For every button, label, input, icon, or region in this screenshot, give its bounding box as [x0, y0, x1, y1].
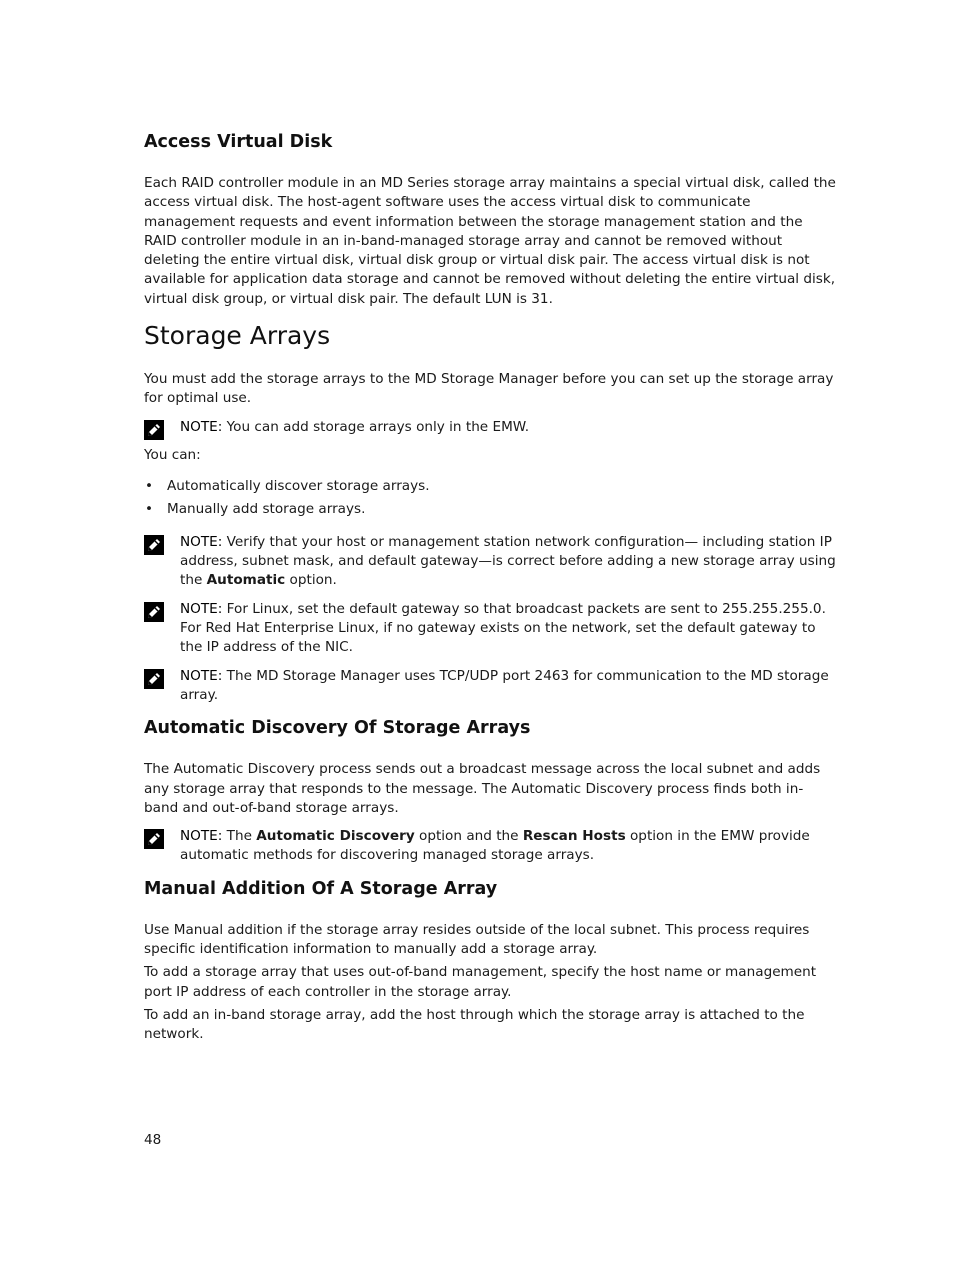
- note-network-config: [144, 533, 836, 591]
- note-bold-rescan-hosts: Rescan Hosts: [522, 828, 626, 845]
- note-port: [144, 667, 836, 706]
- note-label: NOTE:: [180, 418, 223, 435]
- bullet-list: [144, 477, 836, 519]
- list-item-text: Automatically discover storage arrays.: [167, 478, 430, 495]
- bullet-glyph: •: [145, 500, 154, 517]
- paragraph-storage-intro: You must add the storage arrays to the MD Storage Manager before you can set up the storage array for optimal use.: [144, 371, 834, 407]
- note-text: Verify that your host or management station network configuration— including station IP address, subnet mask, and default gateway—is correct before adding a new storage array using the: [180, 533, 836, 589]
- note-emw: [144, 418, 836, 437]
- note-text: You can add storage arrays only in the EMW.: [222, 418, 530, 435]
- paragraph-manual-2: To add a storage array that uses out-of-band management, specify the host name or management port IP address of each controller in the storage array.: [144, 964, 817, 1000]
- note-text: The MD Storage Manager uses TCP/UDP port 2463 for communication to the MD storage array.: [180, 667, 829, 703]
- heading-automatic-discovery: Automatic Discovery Of Storage Arrays: [144, 718, 531, 739]
- paragraph-you-can: You can:: [144, 446, 201, 463]
- note-label: NOTE:: [180, 600, 223, 617]
- note-text: The: [222, 828, 257, 845]
- heading-access-virtual-disk: Access Virtual Disk: [144, 132, 333, 152]
- paragraph-access-virtual-disk: Each RAID controller module in an MD Series storage array maintains a special virtual disk, called the access virtual disk. The host-agent software uses the access virtual disk to communicate management requests and event information between the storage management station and the RAID controller module in an in-band-managed storage array and cannot be removed without deleting the entire virtual disk, virtual disk group or virtual disk pair. The access virtual disk is not available for application data storage and cannot be removed without deleting the entire virtual disk, virtual disk group, or virtual disk pair. The default LUN is 31.: [144, 175, 836, 307]
- note-label: NOTE:: [180, 828, 223, 845]
- bullet-glyph: •: [145, 478, 154, 495]
- paragraph-automatic-discovery: The Automatic Discovery process sends out a broadcast message across the local subnet and adds any storage array that responds to the message. The Automatic Discovery process finds both in-band and out-of-band storage arrays.: [144, 761, 821, 816]
- page-content: [144, 128, 836, 1054]
- note-label: NOTE:: [180, 533, 223, 550]
- heading-manual-addition: Manual Addition Of A Storage Array: [144, 878, 498, 899]
- note-bold-automatic-discovery: Automatic Discovery: [256, 828, 415, 845]
- note-text: option.: [285, 572, 337, 589]
- note-bold-automatic: Automatic: [206, 572, 286, 589]
- note-automatic-discovery: [144, 827, 836, 866]
- paragraph-manual-1: Use Manual addition if the storage array resides outside of the local subnet. This process requires specific identification information to manually add a storage array.: [144, 921, 810, 958]
- note-pencil-icon: [144, 829, 164, 849]
- note-linux-gateway: [144, 600, 836, 658]
- note-pencil-icon: [144, 669, 164, 689]
- page-number: 48: [144, 1132, 162, 1148]
- note-label: NOTE:: [180, 667, 223, 684]
- paragraph-manual-3: To add an in-band storage array, add the host through which the storage array is attached to the network.: [144, 1006, 805, 1043]
- note-text: option in the EMW provide automatic methods for discovering managed storage arrays.: [180, 828, 810, 864]
- note-pencil-icon: [144, 602, 164, 622]
- list-item: [144, 500, 836, 519]
- note-text: For Linux, set the default gateway so that broadcast packets are sent to 255.255.255.0. For Red Hat Enterprise Linux, if no gateway exists on the network, set the default gateway to the IP address of the NIC.: [180, 600, 826, 656]
- list-item: [144, 477, 836, 496]
- list-item-text: Manually add storage arrays.: [167, 500, 366, 517]
- heading-storage-arrays: Storage Arrays: [144, 321, 331, 351]
- note-text: option and the: [414, 828, 523, 845]
- note-pencil-icon: [144, 535, 164, 555]
- note-pencil-icon: [144, 420, 164, 440]
